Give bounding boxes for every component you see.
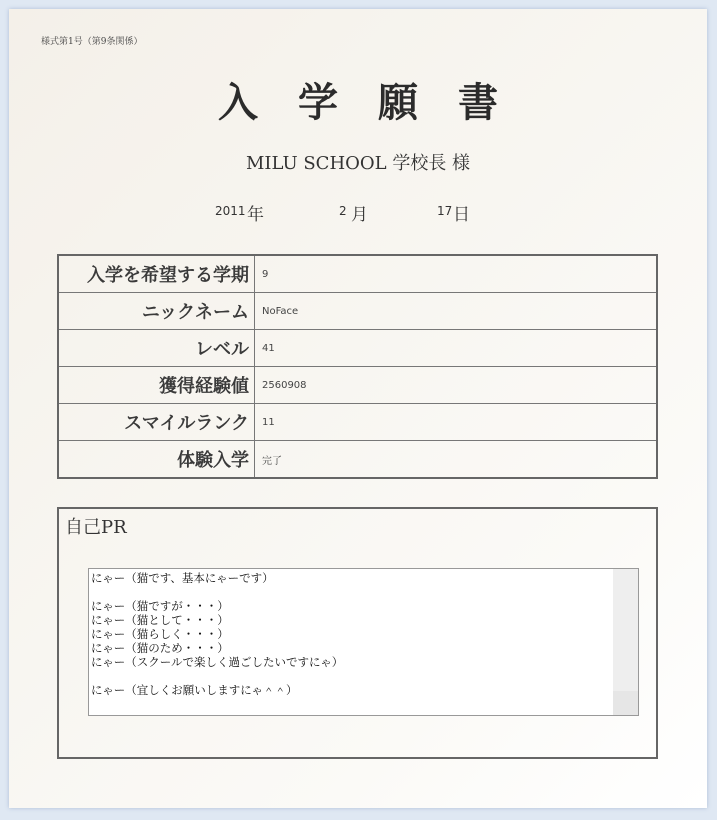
date-month-unit: 月	[351, 205, 368, 225]
field-value: 11	[255, 404, 658, 441]
date-day: 17	[437, 204, 453, 218]
date-day-unit: 日	[453, 205, 470, 225]
applicant-info-table	[57, 254, 658, 479]
field-value: 41	[255, 330, 658, 367]
textarea-scrollbar[interactable]	[613, 569, 638, 715]
date-month: 2	[339, 204, 347, 218]
field-label: 獲得経験値	[58, 367, 255, 404]
self-pr-title: 自己PR	[65, 517, 127, 538]
field-label: レベル	[58, 330, 255, 367]
table-row	[58, 330, 657, 367]
self-pr-section	[57, 507, 658, 759]
field-label: 体験入学	[58, 441, 255, 479]
field-value: 完了	[255, 441, 658, 479]
addressee: MILU SCHOOL 学校長 様	[245, 153, 471, 174]
self-pr-text: にゃー（猫です、基本にゃーです） にゃー（猫ですが・・・） にゃー（猫として・・・） にゃー（猫らしく・・・） にゃー（猫のため・・・） にゃー（スクールで楽しく過ごしたいですにゃ） にゃー（宜しくお願いしますにゃ＾＾）	[91, 571, 344, 697]
resize-grip-icon[interactable]	[613, 691, 638, 715]
form-number: 様式第1号（第9条関係）	[41, 37, 143, 47]
field-label: スマイルランク	[58, 404, 255, 441]
field-value: 2560908	[255, 367, 658, 404]
table-row	[58, 367, 657, 404]
date-year: 2011	[215, 204, 246, 218]
table-row	[58, 404, 657, 441]
field-value: NoFace	[255, 293, 658, 330]
self-pr-textarea[interactable]	[88, 568, 639, 716]
field-label: 入学を希望する学期	[58, 255, 255, 293]
field-value: 9	[255, 255, 658, 293]
table-row	[58, 255, 657, 293]
table-row	[58, 293, 657, 330]
table-row	[58, 441, 657, 479]
field-label: ニックネーム	[58, 293, 255, 330]
page-title: 入学願書	[218, 79, 538, 126]
date-year-unit: 年	[247, 205, 264, 225]
application-form	[9, 9, 707, 808]
